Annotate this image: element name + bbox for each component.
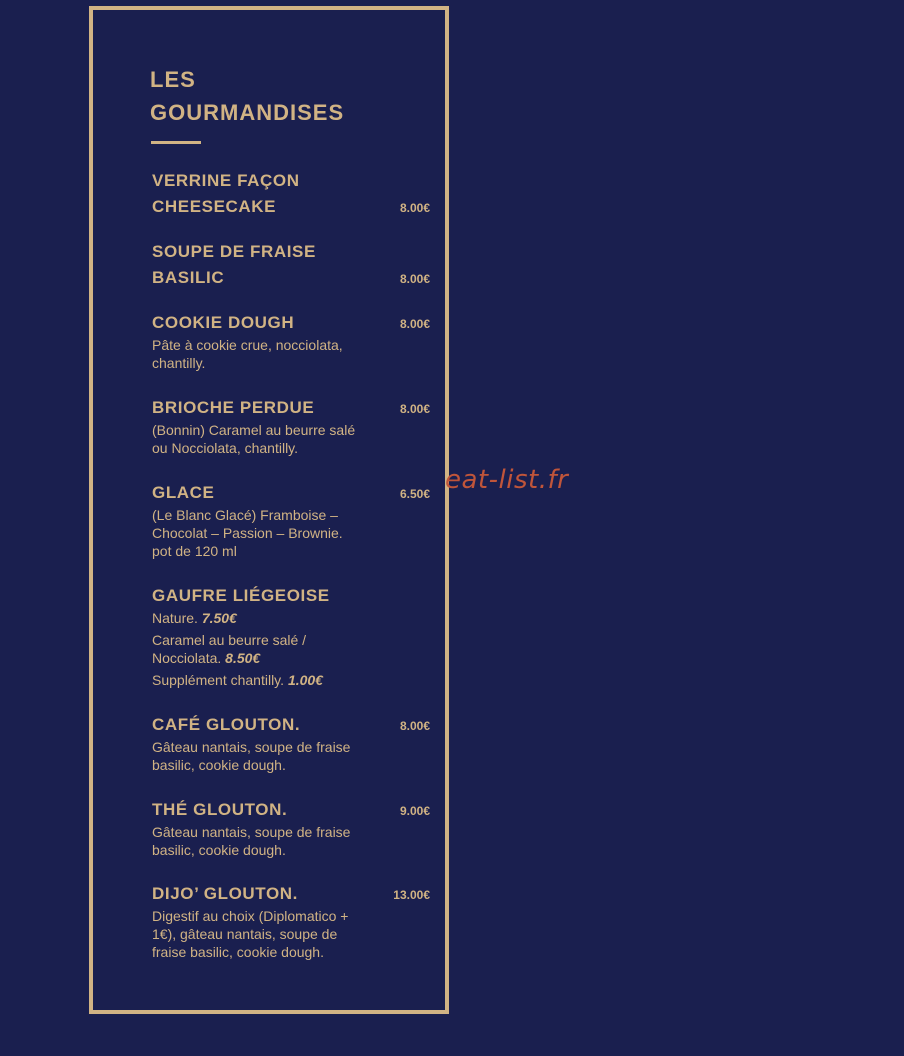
item-description <box>152 907 384 961</box>
menu-item-gaufre-liegeoise <box>152 583 430 693</box>
item-name <box>152 168 387 220</box>
item-description-line: Gâteau nantais, soupe de fraise <box>152 824 351 840</box>
item-description <box>152 336 384 372</box>
item-price: 6.50€ <box>399 487 430 501</box>
item-description-line: Chocolat – Passion – Brownie. <box>152 525 343 541</box>
item-name: DIJO’ GLOUTON. <box>152 884 298 903</box>
variant-label: Supplément chantilly. <box>152 672 285 688</box>
item-description <box>152 823 384 859</box>
variant-price: 1.00€ <box>287 672 323 688</box>
item-name: GAUFRE LIÉGEOISE <box>152 586 330 605</box>
item-description-line: 1€), gâteau nantais, soupe de <box>152 926 338 942</box>
item-description-line: ou Nocciolata, chantilly. <box>152 440 299 456</box>
item-name: BRIOCHE PERDUE <box>152 398 315 417</box>
title-underline <box>151 141 201 144</box>
item-description-line: Gâteau nantais, soupe de fraise <box>152 739 351 755</box>
item-price: 8.00€ <box>399 272 430 286</box>
item-name-line-1: VERRINE FAÇON <box>152 171 300 190</box>
item-description <box>152 506 384 560</box>
item-name-line-2: BASILIC <box>152 268 225 287</box>
item-variant-nature <box>152 609 384 627</box>
item-name-line-2: CHEESECAKE <box>152 197 277 216</box>
menu-title-line-1: LES <box>150 67 196 92</box>
item-variant-caramel <box>152 631 384 667</box>
variant-price: 8.50€ <box>225 650 261 666</box>
item-name: GLACE <box>152 483 215 502</box>
watermark: eat-list.fr <box>445 465 569 495</box>
item-name-line-1: SOUPE DE FRAISE <box>152 242 316 261</box>
item-price: 8.00€ <box>399 402 430 416</box>
menu-item-cafe-glouton <box>152 712 430 774</box>
variant-label: Caramel au beurre salé / <box>152 632 307 648</box>
item-description-line: Digestif au choix (Diplomatico + <box>152 908 349 924</box>
item-variant-chantilly <box>152 671 384 689</box>
item-name: THÉ GLOUTON. <box>152 800 288 819</box>
item-description-line: basilic, cookie dough. <box>152 842 286 858</box>
item-price: 8.00€ <box>399 201 430 215</box>
item-price: 8.00€ <box>399 317 430 331</box>
item-name: CAFÉ GLOUTON. <box>152 715 301 734</box>
menu-item-verrine <box>152 168 430 220</box>
item-description-line: (Le Blanc Glacé) Framboise – <box>152 507 338 523</box>
item-description-line: fraise basilic, cookie dough. <box>152 944 324 960</box>
item-description-line: chantilly. <box>152 355 206 371</box>
menu-item-brioche-perdue <box>152 395 430 457</box>
menu-title <box>150 63 344 129</box>
item-description-line: basilic, cookie dough. <box>152 757 286 773</box>
item-name: COOKIE DOUGH <box>152 313 295 332</box>
item-price: 8.00€ <box>399 719 430 733</box>
item-description-line: pot de 120 ml <box>152 543 237 559</box>
variant-price: 7.50€ <box>201 610 237 626</box>
menu-title-line-2: GOURMANDISES <box>150 100 345 125</box>
menu-item-the-glouton <box>152 797 430 859</box>
menu-item-cookie-dough <box>152 310 430 372</box>
item-description-line: Pâte à cookie crue, nocciolata, <box>152 337 343 353</box>
item-description <box>152 738 384 774</box>
item-description-line: (Bonnin) Caramel au beurre salé <box>152 422 356 438</box>
item-description <box>152 421 384 457</box>
item-name <box>152 239 387 291</box>
menu-item-dijo-glouton <box>152 881 430 961</box>
item-price: 9.00€ <box>399 804 430 818</box>
item-price: 13.00€ <box>393 888 430 902</box>
variant-label: Nocciolata. <box>152 650 222 666</box>
menu-item-glace <box>152 480 430 560</box>
variant-label: Nature. <box>152 610 198 626</box>
menu-item-soupe <box>152 239 430 291</box>
